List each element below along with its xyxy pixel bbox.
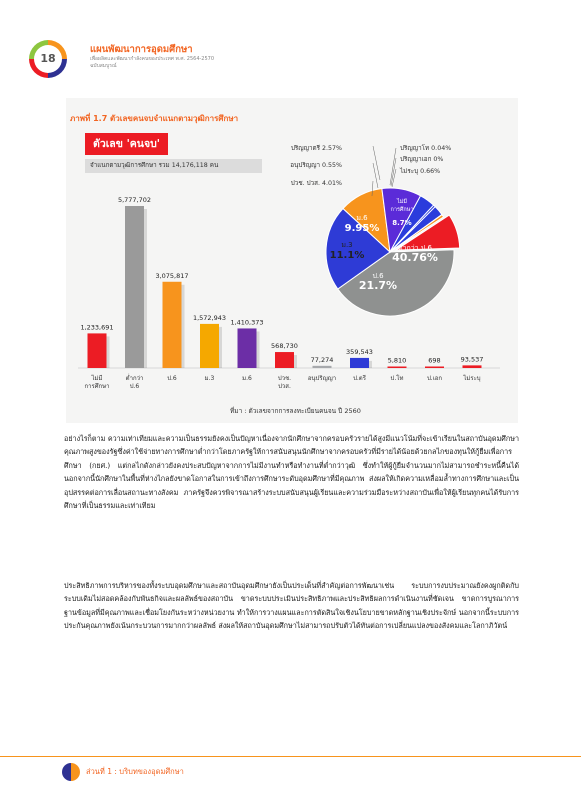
- bar-category-label-1-0: ต่ำกว่า: [125, 375, 144, 382]
- bar-0: [88, 333, 107, 368]
- footer-text: ส่วนที่ 1 : บริบทของอุดมศึกษา: [86, 767, 184, 776]
- figure-title: ภาพที่ 1.7 ตัวเลขคนจบจำแนกตามวุฒิการศึกษา: [70, 114, 239, 123]
- bar-value-label-10: 93,537: [460, 355, 484, 364]
- bar-5: [275, 352, 294, 368]
- pie-callout-label-2: ปวช. ปวส. 4.01%: [290, 180, 342, 187]
- header-subtitle-line1: เพื่อผลิตและพัฒนากำลังคนของประเทศ พ.ศ. 2564-2570: [90, 56, 215, 62]
- bar-category-label-10-0: ไม่ระบุ: [463, 375, 481, 382]
- bar-category-label-4-0: ม.6: [242, 375, 252, 382]
- bar-value-label-7: 359,543: [346, 347, 373, 356]
- figure-tag: ตัวเลข 'คนจบ': [85, 133, 168, 155]
- bar-10: [463, 365, 482, 368]
- bar-shade-4: [257, 331, 260, 368]
- pie-inner-label-4-2: 8.7%: [392, 219, 412, 227]
- body-paragraph-2: ประสิทธิภาพการบริหารของทั้งระบบอุดมศึกษาและสถาบันอุดมศึกษายังเป็นประเด็นที่สำคัญต่อการพัฒนาเช่น ระบบการงบประมาณยังคงผูกติดกับระบบเดิมไม่สอดคล้องกับพันธกิจและผลลัพธ์ของสถาบัน ขาดระบบประเมินประสิทธิภาพและประสิทธิผลการดำเนินงานที่ชัดเจน ขาดการบูรณาการฐานข้อมูลที่มีคุณภาพและเชื่อมโยงกันระหว่างหน่วยงาน ทำให้การวางแผนและการตัดสินใจเชิงนโยบายขาดหลักฐานเชิงประจักษ์ นอกจากนี้ระบบการประกันคุณภาพยังเน้นกระบวนการมากกว่าผลลัพธ์ ส่งผลให้สถาบันอุดมศึกษาไม่สามารถปรับตัวได้ทันต่อการเปลี่ยนแปลงของสังคมและโลกาภิวัตน์: [64, 581, 519, 631]
- bar-2: [163, 282, 182, 368]
- header-subtitle-line2: ฉบับสมบูรณ์: [90, 63, 117, 69]
- figure-source: ที่มา : ตัวเลขจากการลงทะเบียนคนจน ปี 2560: [230, 407, 361, 415]
- bar-category-label-3-0: ม.3: [204, 375, 215, 382]
- bar-category-label-0-0: ไม่มี: [91, 375, 103, 382]
- bar-shade-0: [107, 336, 110, 368]
- pie-inner-label-2-0: ม.3: [341, 241, 353, 249]
- bar-6: [313, 366, 332, 368]
- pie-callout-label-1: อนุปริญญา 0.55%: [290, 162, 342, 169]
- bar-category-label-2-0: ป.6: [167, 375, 177, 382]
- bar-category-label-0-1: การศึกษา: [84, 383, 110, 390]
- bar-category-label-5-1: ปวส.: [278, 383, 291, 390]
- header-title: แผนพัฒนาการอุดมศึกษา: [90, 44, 193, 55]
- bar-value-label-1: 5,777,702: [117, 196, 152, 204]
- bar-1: [125, 206, 144, 368]
- bar-value-label-8: 5,810: [387, 356, 407, 365]
- page-number: 18: [34, 45, 62, 73]
- pie-inner-label-0-1: 40.76%: [392, 251, 438, 264]
- pie-inner-label-3-1: 9.95%: [344, 223, 380, 234]
- pie-callout-line-3: [390, 148, 396, 185]
- bar-value-label-9: 698: [428, 356, 441, 365]
- bar-category-label-1-1: ป.6: [129, 383, 140, 390]
- pie-callout-label-0: ปริญญาตรี 2.57%: [290, 145, 342, 152]
- bar-9: [425, 367, 444, 369]
- figure-total: จำแนกตามวุฒิการศึกษา รวม 14,176,118 คน: [85, 159, 262, 173]
- pie-callout-line-0: [373, 146, 380, 180]
- pie-callout-label-5: ไม่ระบุ 0.66%: [400, 168, 441, 175]
- bar-value-label-0: 1,233,691: [80, 323, 114, 332]
- pie-inner-label-3-0: ม.6: [356, 214, 368, 222]
- bar-category-label-7-0: ป.ตรี: [353, 375, 366, 382]
- bar-shade-5: [294, 355, 297, 368]
- pie-inner-label-1-0: ป.6: [372, 272, 384, 280]
- bar-shade-2: [182, 285, 185, 368]
- bar-value-label-2: 3,075,817: [155, 271, 189, 280]
- pie-inner-label-0-0: ต่ำกว่า ป.6: [398, 244, 432, 252]
- bar-category-label-5-0: ปวช.: [277, 375, 292, 382]
- footer-logo-icon: [62, 763, 80, 781]
- bar-shade-3: [219, 327, 222, 368]
- footer-divider: [0, 756, 581, 757]
- bar-category-label-8-0: ป.โท: [390, 375, 404, 382]
- pie-inner-label-4-0: ไม่มี: [396, 199, 408, 205]
- bar-4: [238, 328, 257, 368]
- pie-callout-label-4: ปริญญาเอก 0%: [400, 156, 444, 163]
- bar-value-label-4: 1,410,373: [230, 318, 264, 327]
- bar-value-label-5: 568,730: [271, 342, 298, 351]
- bar-8: [388, 367, 407, 369]
- body-paragraph-1: อย่างไรก็ตาม ความเท่าเทียมและความเป็นธรรมยังคงเป็นปัญหาเนื่องจากนักศึกษาจากครอบครัวรายได้สูงมีแนวโน้มที่จะเข้าเรียนในสถาบันอุดมศึกษาคุณภาพสูงของรัฐซึ่งค่าใช้จ่ายทางการศึกษาต่ำกว่าโดยภาครัฐให้การสนับสนุนนักศึกษาจากครอบครัวที่มีรายได้น้อยด้วยกลไกของทุนให้กู้ยืมเพื่อการศึกษา (กยศ.) แต่กลไกดังกล่าวยังคงประสบปัญหาจากการไม่มีงานทำหรือทำงานที่ต่ำกว่าวุฒิ ซึ่งทำให้ผู้กู้ยืมจำนวนมากไม่สามารถชำระหนี้คืนได้ นอกจากนี้นักศึกษาในพื้นที่ห่างไกลยังขาดโอกาสในการเข้าถึงการศึกษาระดับอุดมศึกษาที่มีคุณภาพ ส่งผลให้เกิดความเหลื่อมล้ำทางการศึกษาและเป็นอุปสรรคต่อการเลื่อนสถานะทางสังคม ภาครัฐจึงควรพิจารณาสร้างระบบสนับสนุนผู้เรียนและความร่วมมือระหว่างสถาบันเพื่อให้ผู้เรียนทุกคนได้รับการศึกษาที่เป็นธรรมและเท่าเทียม: [64, 434, 519, 511]
- pie-callout-label-3: ปริญญาโท 0.04%: [400, 145, 452, 152]
- bar-3: [200, 324, 219, 368]
- bar-shade-7: [369, 361, 372, 368]
- pie-inner-label-4-1: การศึกษา: [390, 207, 414, 213]
- bar-category-label-9-0: ป.เอก: [426, 375, 443, 382]
- bar-category-label-6-0: อนุปริญญา: [307, 375, 337, 382]
- bar-value-label-6: 77,274: [310, 355, 334, 364]
- bar-shade-1: [144, 209, 147, 368]
- pie-inner-label-2-1: 11.1%: [329, 250, 365, 261]
- bar-value-label-3: 1,572,943: [192, 313, 227, 322]
- bar-7: [350, 358, 369, 368]
- pie-inner-label-1-1: 21.7%: [358, 279, 398, 292]
